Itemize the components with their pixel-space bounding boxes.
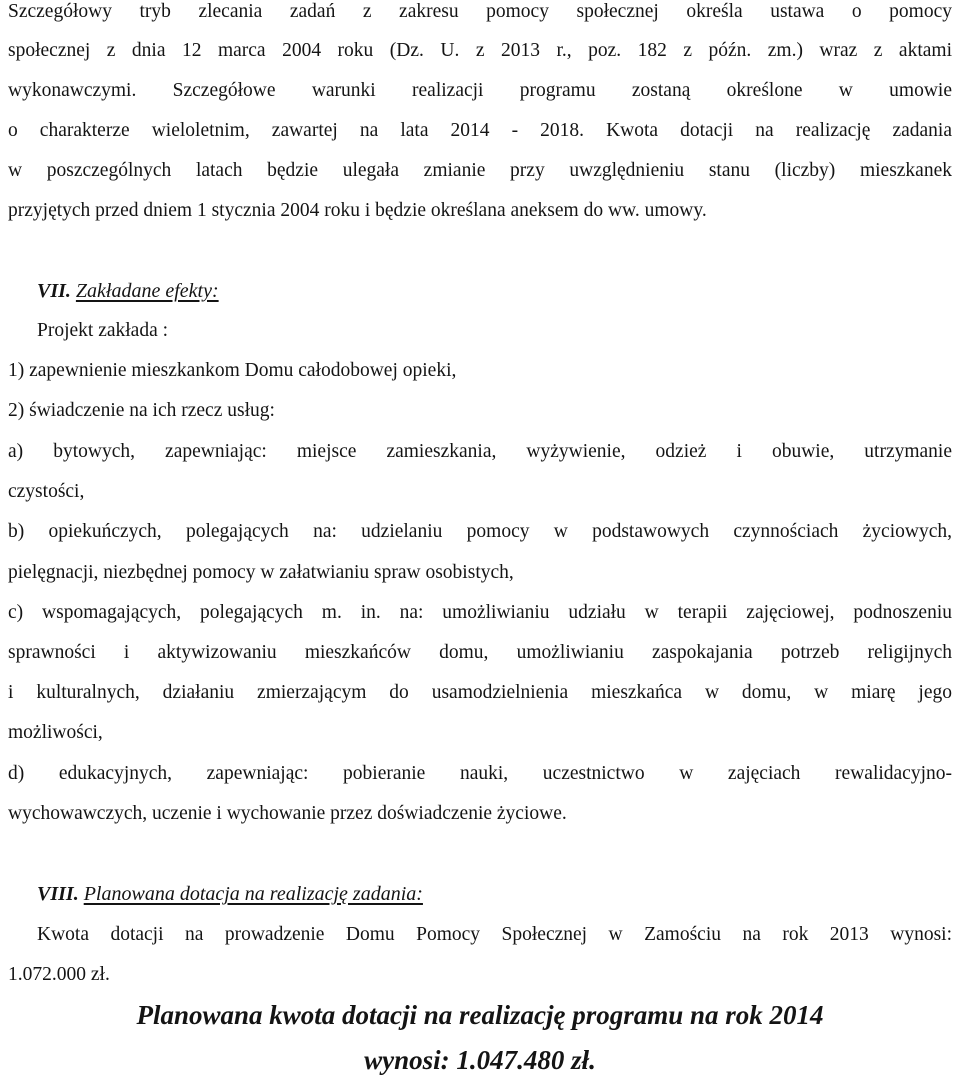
planned-amount-value: wynosi: 1.047.480 zł. <box>364 1045 596 1075</box>
paragraph-line: przyjętych przed dniem 1 stycznia 2004 roku i będzie określana aneksem do ww. umowy. <box>8 200 707 221</box>
list-item: 2) świadczenie na ich rzecz usług: <box>8 400 275 421</box>
list-item: 1) zapewnienie mieszkankom Domu całodobowej opieki, <box>8 360 457 381</box>
paragraph-line: w poszczególnych latach będzie ulegała zmianie przy uwzględnieniu stanu (liczby) mieszkanek <box>8 160 952 181</box>
list-item: b) opiekuńczych, polegających na: udzielaniu pomocy w podstawowych czynnościach życiowych, <box>8 521 952 542</box>
section-heading-viii <box>37 882 423 906</box>
section-text: 1.072.000 zł. <box>8 964 110 985</box>
list-item-continuation: sprawności i aktywizowaniu mieszkańców domu, umożliwianiu zaspokajania potrzeb religijnych <box>8 642 952 663</box>
planned-amount-line: Planowana kwota dotacji na realizację programu na rok 2014 <box>136 1000 824 1030</box>
list-item-continuation: pielęgnacji, niezbędnej pomocy w załatwianiu spraw osobistych, <box>8 562 514 583</box>
list-item-continuation: możliwości, <box>8 722 103 743</box>
list-item-continuation: czystości, <box>8 481 85 502</box>
paragraph-line: o charakterze wieloletnim, zawartej na lata 2014 - 2018. Kwota dotacji na realizację zadania <box>8 120 952 141</box>
section-text: Kwota dotacji na prowadzenie Domu Pomocy Społecznej w Zamościu na rok 2013 wynosi: <box>37 924 952 945</box>
section-number: VIII. <box>37 883 79 905</box>
section-number: VII. <box>37 280 71 302</box>
section-heading-vii <box>37 279 219 303</box>
section-title: Zakładane efekty: <box>75 280 219 302</box>
paragraph-line: Szczegółowy tryb zlecania zadań z zakresu pomocy społecznej określa ustawa o pomocy <box>8 1 952 22</box>
paragraph-line: wykonawczymi. Szczegółowe warunki realizacji programu zostaną określone w umowie <box>8 80 952 101</box>
list-item: a) bytowych, zapewniając: miejsce zamieszkania, wyżywienie, odzież i obuwie, utrzymanie <box>8 441 952 462</box>
list-item-continuation: wychowawczych, uczenie i wychowanie przez doświadczenie życiowe. <box>8 803 567 824</box>
section-intro: Projekt zakłada : <box>37 320 169 341</box>
list-item: c) wspomagających, polegających m. in. na: umożliwianiu udziału w terapii zajęciowej, podnoszeniu <box>8 602 952 623</box>
section-title: Planowana dotacja na realizację zadania: <box>83 883 423 905</box>
paragraph-line: społecznej z dnia 12 marca 2004 roku (Dz. U. z 2013 r., poz. 182 z późn. zm.) wraz z aktami <box>8 40 952 61</box>
list-item: d) edukacyjnych, zapewniając: pobieranie nauki, uczestnictwo w zajęciach rewalidacyjno- <box>8 763 952 784</box>
list-item-continuation: i kulturalnych, działaniu zmierzającym do usamodzielnienia mieszkańca w domu, w miarę jego <box>8 682 952 703</box>
